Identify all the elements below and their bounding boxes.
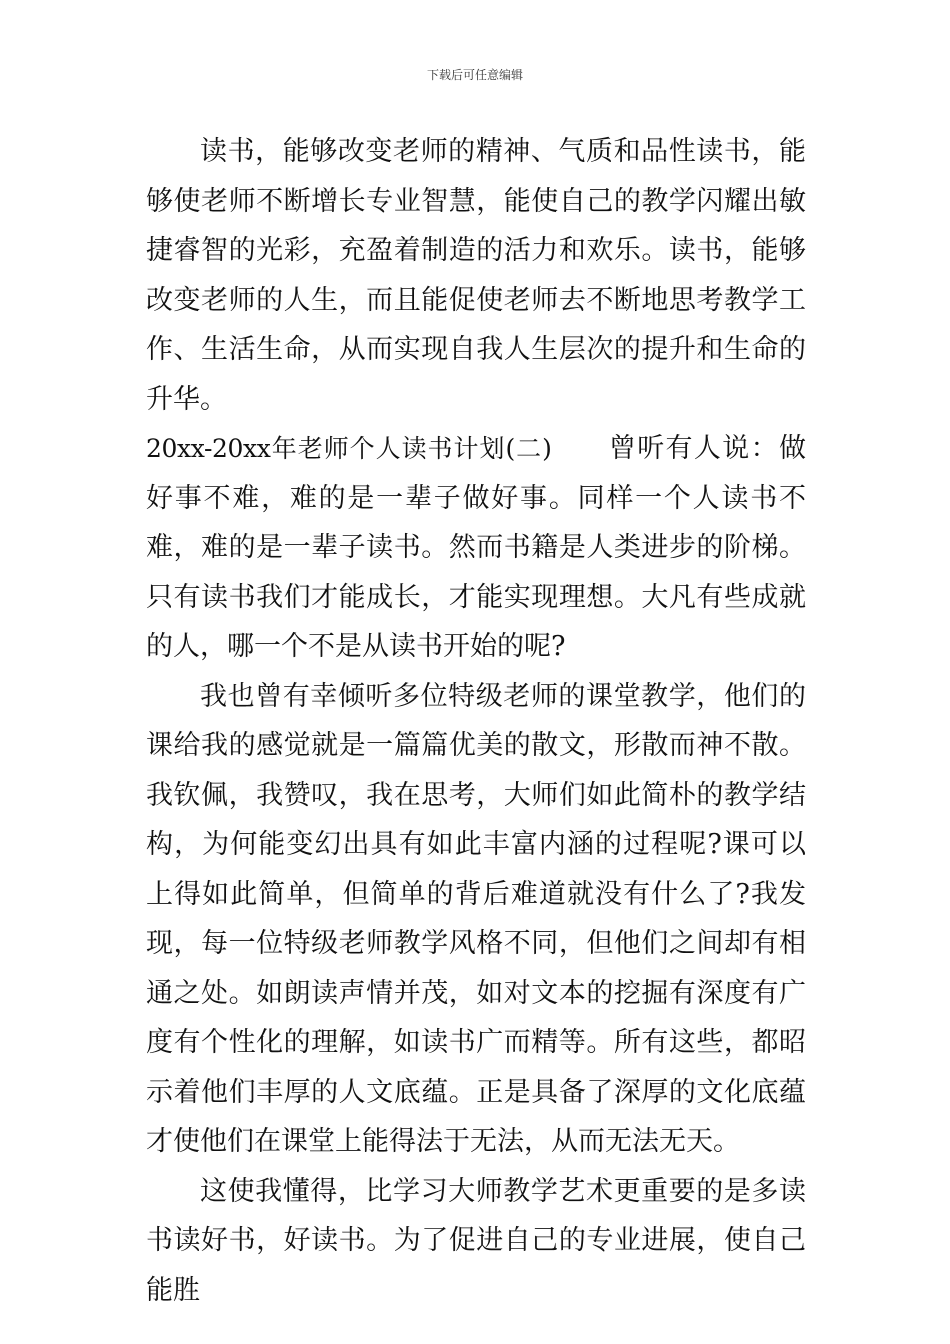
- page-header-note: 下载后可任意编辑: [426, 68, 523, 82]
- section-lead-text: 曾听有人说：做好事不难，难的是一辈子做好事。同样一个人读书不难，难的是一辈子读书。然而书籍是人类进步的阶梯。只有读书我们才能成长，才能实现理想。大凡有些成就的人，哪一个不是从读书开始的呢?: [146, 433, 806, 662]
- paragraph-master-teachers: 我也曾有幸倾听多位特级老师的课堂教学，他们的课给我的感觉就是一篇篇优美的散文，形散而神不散。我钦佩，我赞叹，我在思考，大师们如此简朴的教学结构，为何能变幻出具有如此丰富内涵的过程呢?课可以上得如此简单，但简单的背后难道就没有什么了?我发现，每一位特级老师教学风格不同，但他们之间却有相通之处。如朗读声情并茂，如对文本的挖掘有深度有广度有个性化的理解，如读书广而精等。所有这些，都昭示着他们丰厚的人文底蕴。正是具备了深厚的文化底蕴才使他们在课堂上能得法于无法，从而无法无天。: [146, 680, 806, 1157]
- section-reading-plan: [146, 424, 806, 672]
- paragraph-reading-benefits: 读书，能够改变老师的精神、气质和品性读书，能够使老师不断增长专业智慧，能使自己的教学闪耀出敏捷睿智的光彩，充盈着制造的活力和欢乐。读书，能够改变老师的人生，而且能促使老师去不断地思考教学工作、生活生命，从而实现自我人生层次的提升和生命的升华。: [146, 136, 806, 415]
- document-body: [146, 127, 806, 1315]
- paragraph-reading-plan-lead: [146, 424, 806, 672]
- paragraph-reading-resolution: 这使我懂得，比学习大师教学艺术更重要的是多读书读好书，好读书。为了促进自己的专业进展，使自己能胜: [146, 1175, 806, 1306]
- section-heading: 20xx-20xx年老师个人读书计划(二): [146, 434, 552, 463]
